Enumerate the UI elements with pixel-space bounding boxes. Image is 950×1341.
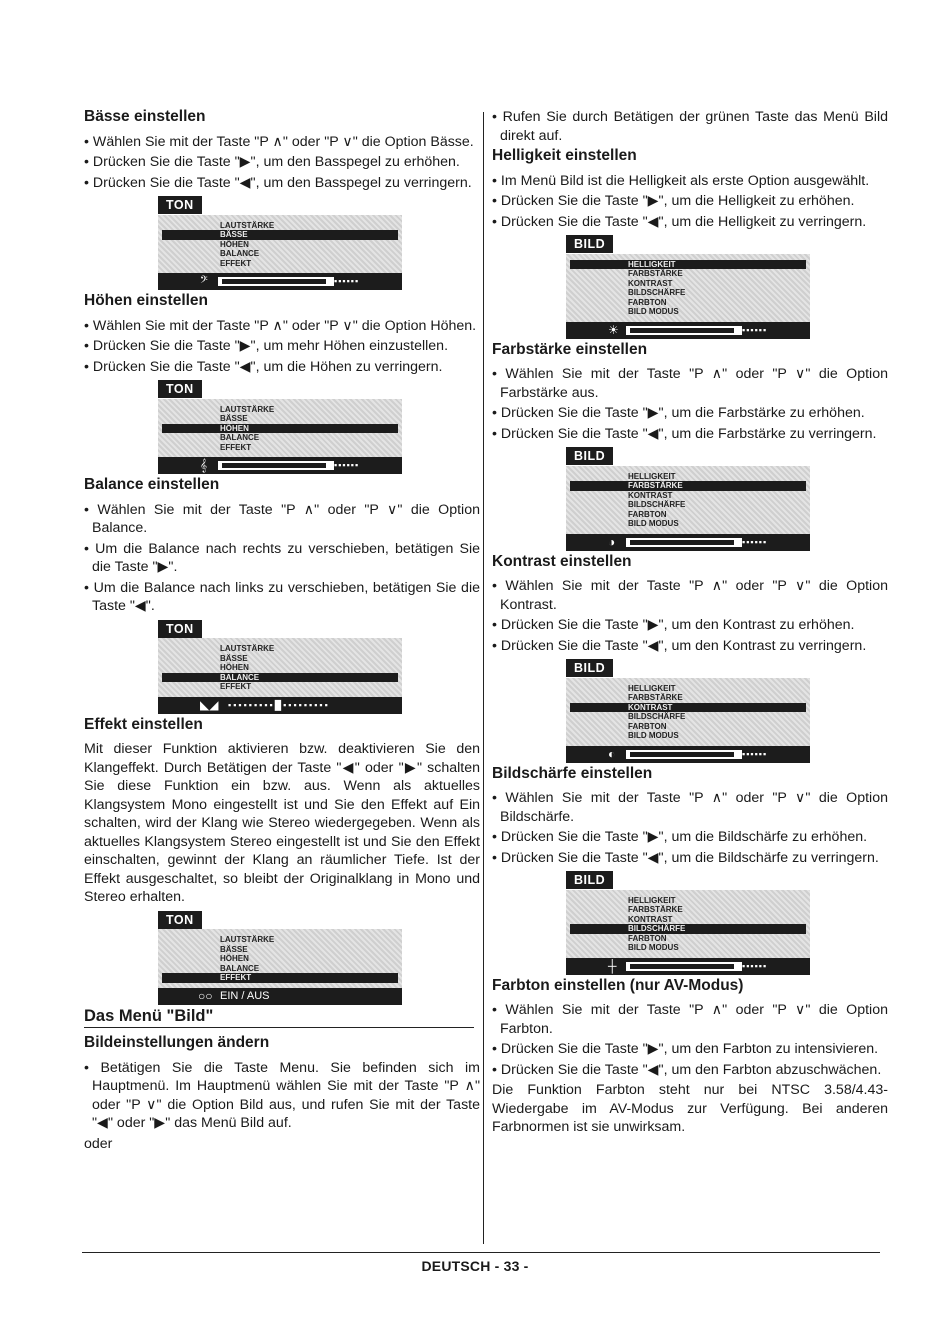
bullet-text: • Wählen Sie mit der Taste "P ∧" oder "P ∨" die Option Kontrast. [492,577,888,614]
menu-item: BILDSCHÄRFE [628,712,686,721]
menu-item: BALANCE [220,249,260,258]
bild-menu-color [566,447,810,551]
menu-item-list [158,215,402,274]
menu-item-selected: BALANCE [162,673,398,683]
menu-item: FARBSTÄRKE [628,905,683,914]
level-fill [222,463,326,468]
bullet-text: • Wählen Sie mit der Taste "P ∧" oder "P ∨" die Option Balance. [84,501,480,538]
menu-item-list [566,254,810,322]
section-title-hoehen: Höhen einstellen [84,292,209,309]
menu-tab-label: BILD [566,235,613,253]
bullet-text: • Drücken Sie die Taste "▶", um die Bildschärfe zu erhöhen. [492,828,888,847]
bullet-text: • Drücken Sie die Taste "▶", um mehr Höhen einzustellen. [84,337,480,356]
level-dots: ▪▪▪▪▪▪ [334,460,360,470]
menu-item: BILD MODUS [628,731,679,740]
ton-menu-bass [158,196,402,290]
menu-tab-label: TON [158,380,202,398]
bullet-text: • Drücken Sie die Taste "◀", um die Höhen zu verringern. [84,358,480,377]
bullet-text: • Betätigen Sie die Taste Menu. Sie befinden sich im Hauptmenü. Im Hauptmenü wählen Sie mit der Taste "P ∧" oder "P ∨" die Option Bild aus, und rufen Sie mit der Taste "◀" oder "▶" das Menü Bild auf. [84,1059,480,1133]
menu-item: FARBSTÄRKE [628,269,683,278]
menu-item-selected: HELLIGKEIT [570,260,806,270]
menu-item: LAUTSTÄRKE [220,404,275,414]
menu-item: HELLIGKEIT [628,471,676,481]
menu-item: EFFEKT [220,442,252,452]
brightness-icon: ☀ [608,322,619,337]
right-column [492,108,888,1139]
farbton-paragraph: Die Funktion Farbton steht nur bei NTSC 3.58/4.43-Wiedergabe im AV-Modus zur Verfügung. Bei anderen Farbnormen ist sie unwirksam. [492,1082,888,1135]
menu-item: EFFEKT [220,682,252,691]
level-dots: ▪▪▪▪▪▪ [742,960,768,971]
bullet-text: • Drücken Sie die Taste "▶", um den Basspegel zu erhöhen. [84,153,480,172]
section-title-farbton: Farbton einstellen (nur AV-Modus) [492,976,744,994]
level-bar [566,958,810,975]
level-bar [158,457,402,474]
level-bar [566,534,810,551]
balance-icon: ◣◢ [200,697,219,712]
level-dots: ▪▪▪▪▪▪ [742,324,768,335]
menu-item: BILD MODUS [628,943,679,952]
level-dots: ▪▪▪▪▪▪ [334,276,360,286]
bild-menu-brightness [566,235,810,339]
menu-item: HÖHEN [220,954,249,963]
chapter-title-bild: Das Menü "Bild" [84,1006,214,1025]
bullet-text: • Um die Balance nach rechts zu verschieben, betätigen Sie die Taste "▶". [84,540,480,577]
section-title-kontrast: Kontrast einstellen [492,552,632,570]
section-title-helligkeit: Helligkeit einstellen [492,147,637,164]
menu-item-selected: BÄSSE [162,230,398,240]
bullet-text: • Drücken Sie die Taste "▶", um den Farbton zu intensivieren. [492,1040,888,1059]
level-bar [566,746,810,763]
menu-item: BILD MODUS [628,307,679,316]
menu-item: LAUTSTÄRKE [220,220,275,230]
bullet-text: • Um die Balance nach links zu verschieben, betätigen Sie die Taste "◀". [84,579,480,616]
bullet-text: • Drücken Sie die Taste "▶", um den Kontrast zu erhöhen. [492,616,888,635]
footer-rule [82,1252,880,1253]
level-fill [222,279,326,284]
bullet-text: • Drücken Sie die Taste "◀", um den Basspegel zu verringern. [84,174,480,193]
menu-item: BÄSSE [220,414,248,423]
menu-item: KONTRAST [628,490,673,500]
menu-item: BILDSCHÄRFE [628,288,686,297]
bullet-text: • Wählen Sie mit der Taste "P ∧" oder "P ∨" die Option Farbton. [492,1001,888,1038]
menu-item-list [566,890,810,958]
menu-item: FARBTON [628,297,667,307]
ton-menu-effect [158,911,402,1005]
bullet-text: • Drücken Sie die Taste "◀", um den Kontrast zu verringern. [492,637,888,656]
bass-icon: 𝄢 [200,274,208,288]
menu-item-selected: FARBSTÄRKE [570,481,806,491]
level-dots: ▪▪▪▪▪▪ [742,536,768,547]
oder-text: oder [84,1135,113,1152]
effekt-paragraph: Mit dieser Funktion aktivieren bzw. deaktivieren Sie den Klangeffekt. Durch Betätigen der Taste "◀" oder "▶" schalten Sie diese Funktion ein bzw. aus. Wenn als aktuelles Klangsystem Mono eingestellt ist und Sie den Effekt auf Ein schalten, wird der Klang wie Stereo wiedergegeben. Wenn als aktuelles Klangsystem Stereo eingestellt ist und Sie den Effekt einschalten, gewinnt der Klang an räumlicher Tiefe. Ist der Effekt ausgeschaltet, so bleibt der Originalklang in Mono und Stereo erhalten. [84,741,480,905]
section-title-farbstaerke: Farbstärke einstellen [492,340,648,358]
ton-menu-treble [158,380,402,474]
section-title-bildschaerfe: Bildschärfe einstellen [492,764,653,782]
menu-item: BÄSSE [220,944,248,954]
bild-menu-contrast [566,659,810,763]
bullet-text: • Rufen Sie durch Betätigen der grünen Taste das Menü Bild direkt auf. [492,108,888,145]
balance-scale: ▪▪▪▪▪▪▪▪▪█▪▪▪▪▪▪▪▪▪ [228,699,330,710]
menu-item: BILD MODUS [628,519,679,528]
menu-item: BALANCE [220,963,260,973]
menu-item-list [566,678,810,746]
section-title-balance: Balance einstellen [84,476,220,493]
bullet-text: • Drücken Sie die Taste "▶", um die Helligkeit zu erhöhen. [492,192,888,211]
menu-tab-label: TON [158,620,202,638]
level-bar [566,322,810,339]
menu-item-selected: HÖHEN [162,424,398,434]
menu-tab-label: BILD [566,871,613,889]
menu-item: HÖHEN [220,239,249,249]
menu-item: FARBSTÄRKE [628,693,683,702]
bullet-text: • Drücken Sie die Taste "▶", um die Farbstärke zu erhöhen. [492,404,888,423]
menu-item-list [158,929,402,988]
bullet-text: • Wählen Sie mit der Taste "P ∧" oder "P ∨" die Option Höhen. [84,317,480,336]
menu-item: HÖHEN [220,663,249,672]
level-dots: ▪▪▪▪▪▪ [742,748,768,759]
level-fill [630,752,734,757]
level-fill [630,540,734,545]
menu-item: LAUTSTÄRKE [220,644,275,653]
section-title-effekt: Effekt einstellen [84,715,203,733]
bullet-text: • Im Menü Bild ist die Helligkeit als erste Option ausgewählt. [492,172,888,191]
menu-item: BALANCE [220,433,260,442]
column-divider [483,112,484,1244]
ton-menu-balance [158,620,402,714]
color-icon: ◑ [608,534,616,549]
menu-item: BÄSSE [220,653,248,663]
effect-bar [158,988,402,1005]
bullet-text: • Wählen Sie mit der Taste "P ∧" oder "P ∨" die Option Bildschärfe. [492,789,888,826]
level-bar [158,697,402,714]
left-column [84,108,480,1155]
level-bar [158,273,402,290]
section-title-bildeinstellungen: Bildeinstellungen ändern [84,1034,270,1051]
bullet-text: • Wählen Sie mit der Taste "P ∧" oder "P ∨" die Option Farbstärke aus. [492,365,888,402]
bullet-text: • Drücken Sie die Taste "◀", um den Farbton abzuschwächen. [492,1061,888,1080]
menu-item-selected: EFFEKT [162,973,398,983]
menu-tab-label: BILD [566,447,613,465]
menu-item: FARBTON [628,509,667,519]
level-fill [630,328,734,333]
bullet-text: • Drücken Sie die Taste "◀", um die Helligkeit zu verringern. [492,213,888,232]
effect-icon: ○○ [198,988,213,1003]
menu-item: BILDSCHÄRFE [628,500,686,509]
menu-tab-label: TON [158,196,202,214]
menu-item: FARBTON [628,721,667,731]
menu-item: HELLIGKEIT [628,683,676,693]
bild-menu-sharpness [566,871,810,975]
contrast-icon: ◐ [608,746,616,761]
menu-item: LAUTSTÄRKE [220,935,275,944]
page-footer: DEUTSCH - 33 - [421,1258,529,1274]
section-title-baesse: Bässe einstellen [84,108,206,125]
menu-item: KONTRAST [628,278,673,288]
level-fill [630,964,734,969]
bullet-text: • Drücken Sie die Taste "◀", um die Bildschärfe zu verringern. [492,849,888,868]
menu-tab-label: BILD [566,659,613,677]
menu-item-list [566,466,810,534]
sharpness-icon: ┼ [608,958,617,973]
menu-item-selected: KONTRAST [570,703,806,713]
menu-item: HELLIGKEIT [628,895,676,905]
chapter-heading [84,1007,474,1029]
menu-item: FARBTON [628,933,667,943]
effect-value: EIN / AUS [220,989,270,1002]
menu-item-list [158,399,402,458]
bullet-text: • Drücken Sie die Taste "◀", um die Farbstärke zu verringern. [492,425,888,444]
menu-item: KONTRAST [628,914,673,924]
menu-item-selected: BILDSCHÄRFE [570,924,806,934]
treble-icon: 𝄞 [200,458,208,472]
menu-tab-label: TON [158,911,202,929]
bullet-text: • Wählen Sie mit der Taste "P ∧" oder "P ∨" die Option Bässe. [84,133,480,152]
menu-item: EFFEKT [220,258,252,268]
menu-item-list [158,638,402,697]
